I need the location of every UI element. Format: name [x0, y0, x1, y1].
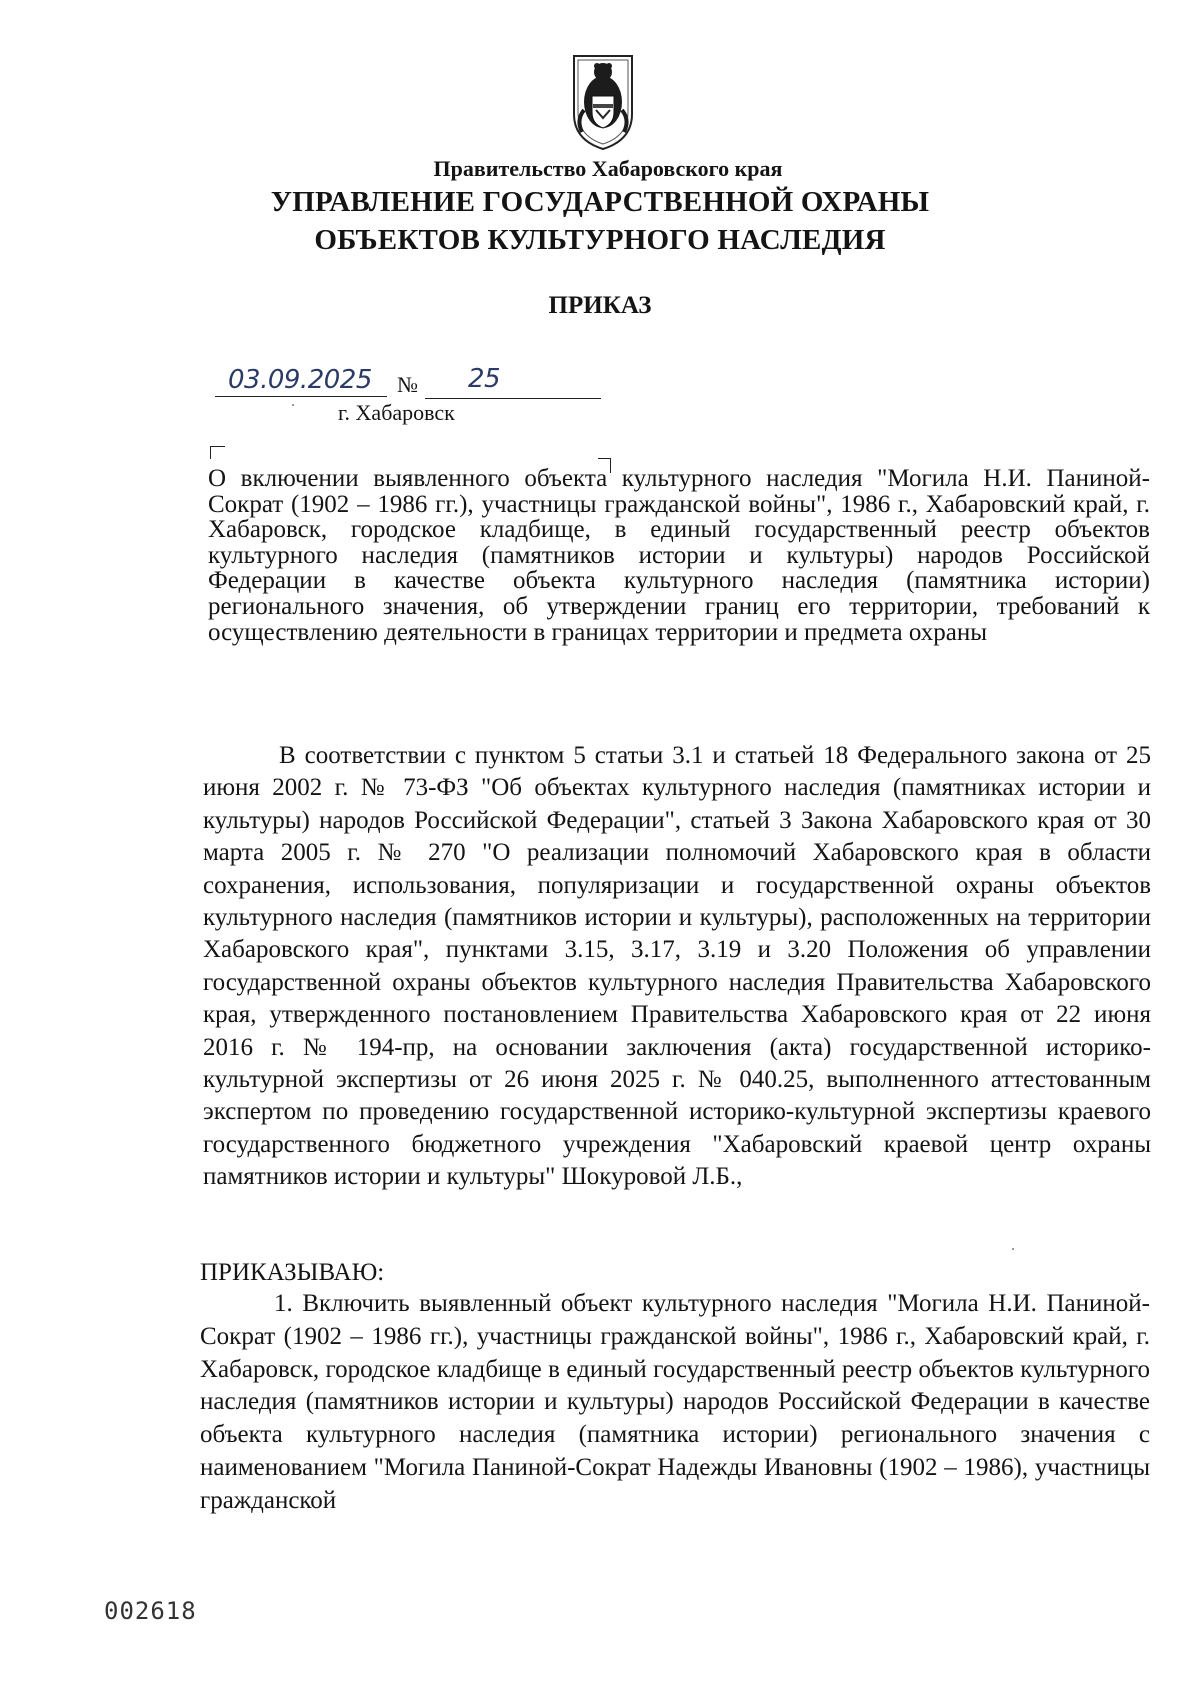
document-type-title: ПРИКАЗ [548, 292, 652, 319]
subject-bracket-left [210, 446, 225, 459]
city-label: г. Хабаровск [338, 400, 455, 425]
government-name: Правительство Хабаровского края [433, 156, 783, 181]
handwritten-number: 25 [468, 364, 501, 394]
department-name-line-1: УПРАВЛЕНИЕ ГОСУДАРСТВЕННОЙ ОХРАНЫ [270, 186, 930, 218]
coat-of-arms-icon [568, 52, 638, 152]
preamble-paragraph: В соответствии с пунктом 5 статьи 3.1 и статьей 18 Федерального закона от 25 июня 2002 г. № 73-ФЗ "Об объектах культурного наследия (памятниках истории и культуры) народов Российской Федерации", статьей 3 Закона Хабаровского края от 30 марта 2005 г. № 270 "О реализации полномочий Хабаровского края в области сохранения, использования, популяризации и государственной охраны объектов культурного наследия (памятников истории и культуры), расположенных на территории Хабаровского края", пунктами 3.15, 3.17, 3.19 и 3.20 Положения об управлении государственной охраны объектов культурного наследия Правительства Хабаровского края, утвержденного постановлением Правительства Хабаровского края от 22 июня 2016 г. № 194-пр, на основании заключения (акта) государственной историко-культурной экспертизы от 26 июня 2025 г. № 040.25, выполненного аттестованным экспертом по проведению государственной историко-культурной экспертизы краевого государственного бюджетного учреждения "Хабаровский краевой центр охраны памятников истории и культуры" Шокуровой Л.Б., [203, 742, 1151, 1191]
scan-speck [1012, 1248, 1014, 1250]
document-code: 002618 [104, 1597, 197, 1625]
department-name-line-2: ОБЪЕКТОВ КУЛЬТУРНОГО НАСЛЕДИЯ [314, 224, 886, 256]
number-underline [425, 398, 601, 399]
order-item-1: 1. Включить выявленный объект культурного наследия "Могила Н.И. Паниной-Сократ (1902 – 1986 гг.), участницы гражданской войны", 1986 г., Хабаровский край, г. Хабаровск, городское кладбище в единый государственный реестр объектов культурного наследия (памятников истории и культуры) народов Российской Федерации в качестве объекта культурного наследия (памятника истории) регионального значения с наименованием "Могила Паниной-Сократ Надежды Ивановны (1902 – 1986), участницы гражданской [200, 1290, 1150, 1514]
handwritten-date: 03.09.2025 [228, 365, 372, 395]
number-label: № [397, 372, 418, 397]
subject-heading: О включении выявленного объекта культурного наследия "Могила Н.И. Паниной-Сократ (1902 – 1986 гг.), участницы гражданской войны", 1986 г., Хабаровский край, г. Хабаровск, городское кладбище, в единый государственный реестр объектов культурного наследия (памятников истории и культуры) народов Российской Федерации в качестве объекта культурного наследия (памятника истории) регионального значения, об утверждении границ его территории, требований к осуществлению деятельности в границах территории и предмета охраны [208, 465, 1150, 646]
scan-speck [292, 404, 294, 406]
order-word: ПРИКАЗЫВАЮ: [200, 1259, 385, 1286]
date-underline [215, 396, 387, 397]
